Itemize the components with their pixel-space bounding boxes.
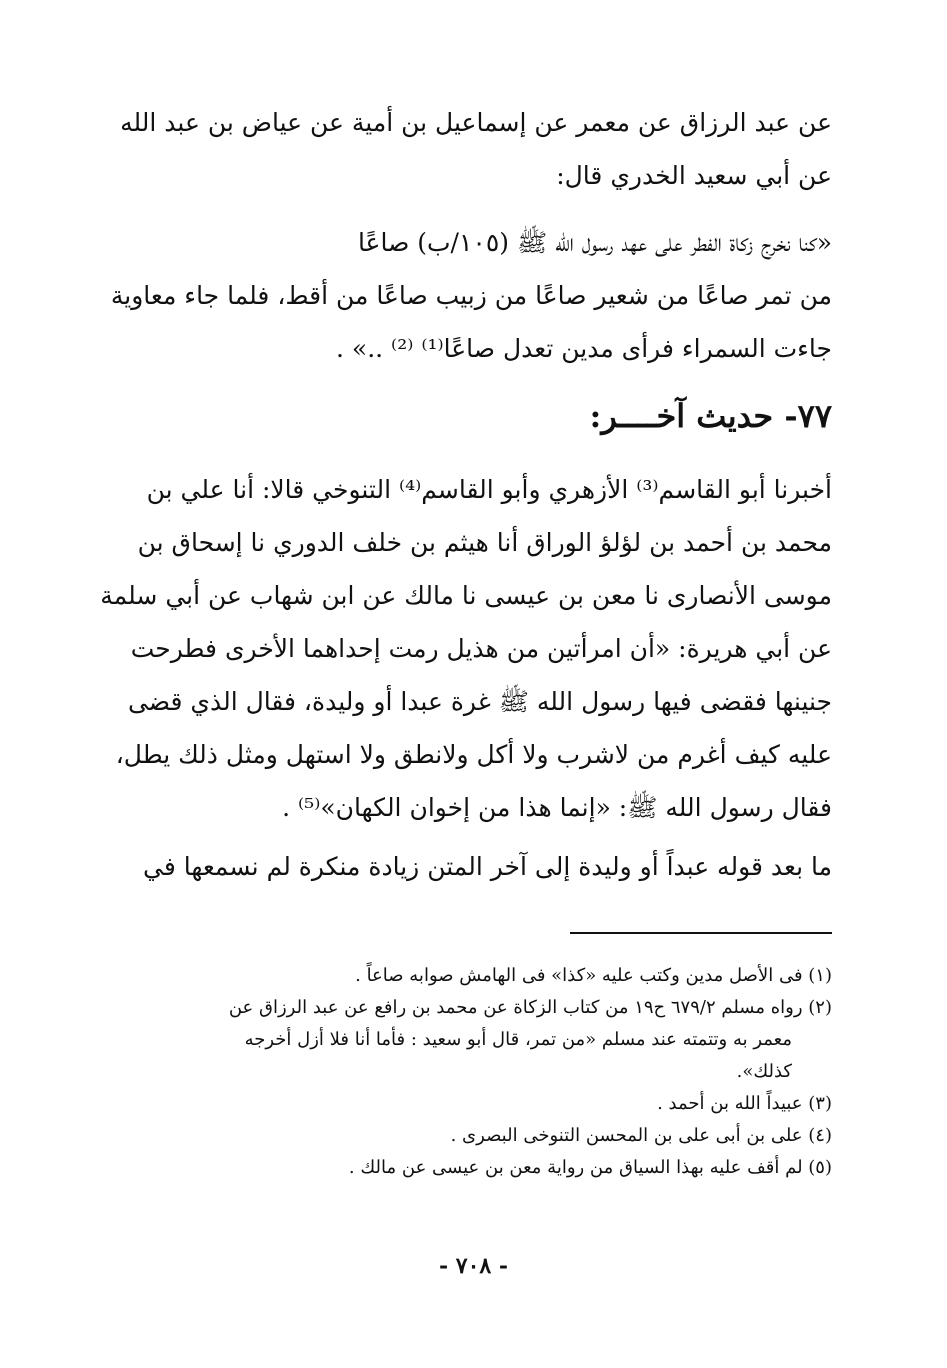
commentary-paragraph bbox=[107, 840, 832, 893]
footnote-line: (٤) على بن أبى على بن المحسن التنوخى البصرى . bbox=[450, 1125, 832, 1146]
footnote-divider bbox=[570, 932, 832, 934]
text-line: عن أبي سعيد الخدري قال: bbox=[556, 161, 832, 190]
text-line: ما بعد قوله عبداً أو وليدة إلى آخر المتن زيادة منكرة لم نسمعها في bbox=[142, 852, 832, 881]
footnote-1 bbox=[107, 960, 832, 992]
footnote-5 bbox=[107, 1152, 832, 1184]
text-line: من تمر صاعًا من شعير صاعًا من زبيب صاعًا من أقط، فلما جاء معاوية bbox=[110, 281, 832, 310]
footnote-line: (٥) لم أقف عليه بهذا السياق من رواية معن بن عيسى عن مالك . bbox=[348, 1157, 832, 1178]
text-line: جنينها فقضى فيها رسول الله ﷺ غرة عبدا أو وليدة، فقال الذي قضى bbox=[127, 687, 832, 716]
page-number: - ٧٠٨ - bbox=[438, 1253, 509, 1279]
text-line: أخبرنا أبو القاسم⁽³⁾ الأزهري وأبو القاسم⁽⁴⁾ التنوخي قالا: أنا علي بن bbox=[146, 475, 832, 504]
footnote-3 bbox=[107, 1088, 832, 1120]
section-heading: ٧٧- حديث آخــــر: bbox=[589, 397, 832, 435]
footnote-line: معمر به وتتمته عند مسلم «من تمر، قال أبو سعيد : فأما أنا فلا أزل أخرجه bbox=[244, 1029, 792, 1050]
text-line: محمد بن أحمد بن لؤلؤ الوراق أنا هيثم بن خلف الدوري نا إسحاق بن bbox=[137, 528, 832, 557]
footnote-4 bbox=[107, 1120, 832, 1152]
footnote-line: (١) فى الأصل مدين وكتب عليه «كذا» فى الهامش صوابه صاعاً . bbox=[355, 965, 832, 986]
text-line: عن عبد الرزاق عن معمر عن إسماعيل بن أمية عن عياض بن عبد الله bbox=[120, 108, 832, 137]
footnote-line: كذلك». bbox=[736, 1061, 792, 1082]
text-line: فقال رسول الله ﷺ: «إنما هذا من إخوان الكهان»⁽⁵⁾ . bbox=[282, 793, 832, 822]
text-line: عليه كيف أغرم من لاشرب ولا أكل ولانطق ولا استهل ومثل ذلك يطل، bbox=[115, 740, 832, 769]
text-line: «كنا نخرج زكاة الفطر على عهد رسول الله ﷺ (١٠٥/ب) صاعًا bbox=[357, 228, 832, 257]
hadith-paragraph bbox=[100, 463, 832, 834]
isnad-paragraph bbox=[107, 96, 832, 202]
text-line: موسى الأنصارى نا معن بن عيسى نا مالك عن ابن شهاب عن أبي سلمة bbox=[100, 581, 832, 610]
footnote-line: (٣) عبيداً الله بن أحمد . bbox=[657, 1093, 832, 1114]
footnotes bbox=[107, 960, 832, 1184]
footnote-line: (٢) رواه مسلم ٦٧٩/٢ ح١٩ من كتاب الزكاة عن محمد بن رافع عن عبد الرزاق عن bbox=[228, 997, 832, 1018]
hadith-text-paragraph bbox=[107, 216, 832, 375]
text-line: عن أبي هريرة: «أن امرأتين من هذيل رمت إحداهما الأخرى فطرحت bbox=[130, 634, 832, 663]
text-line: جاءت السمراء فرأى مدين تعدل صاعًا⁽¹⁾ ⁽²⁾ ..» . bbox=[336, 334, 832, 363]
footnote-2 bbox=[107, 992, 832, 1088]
